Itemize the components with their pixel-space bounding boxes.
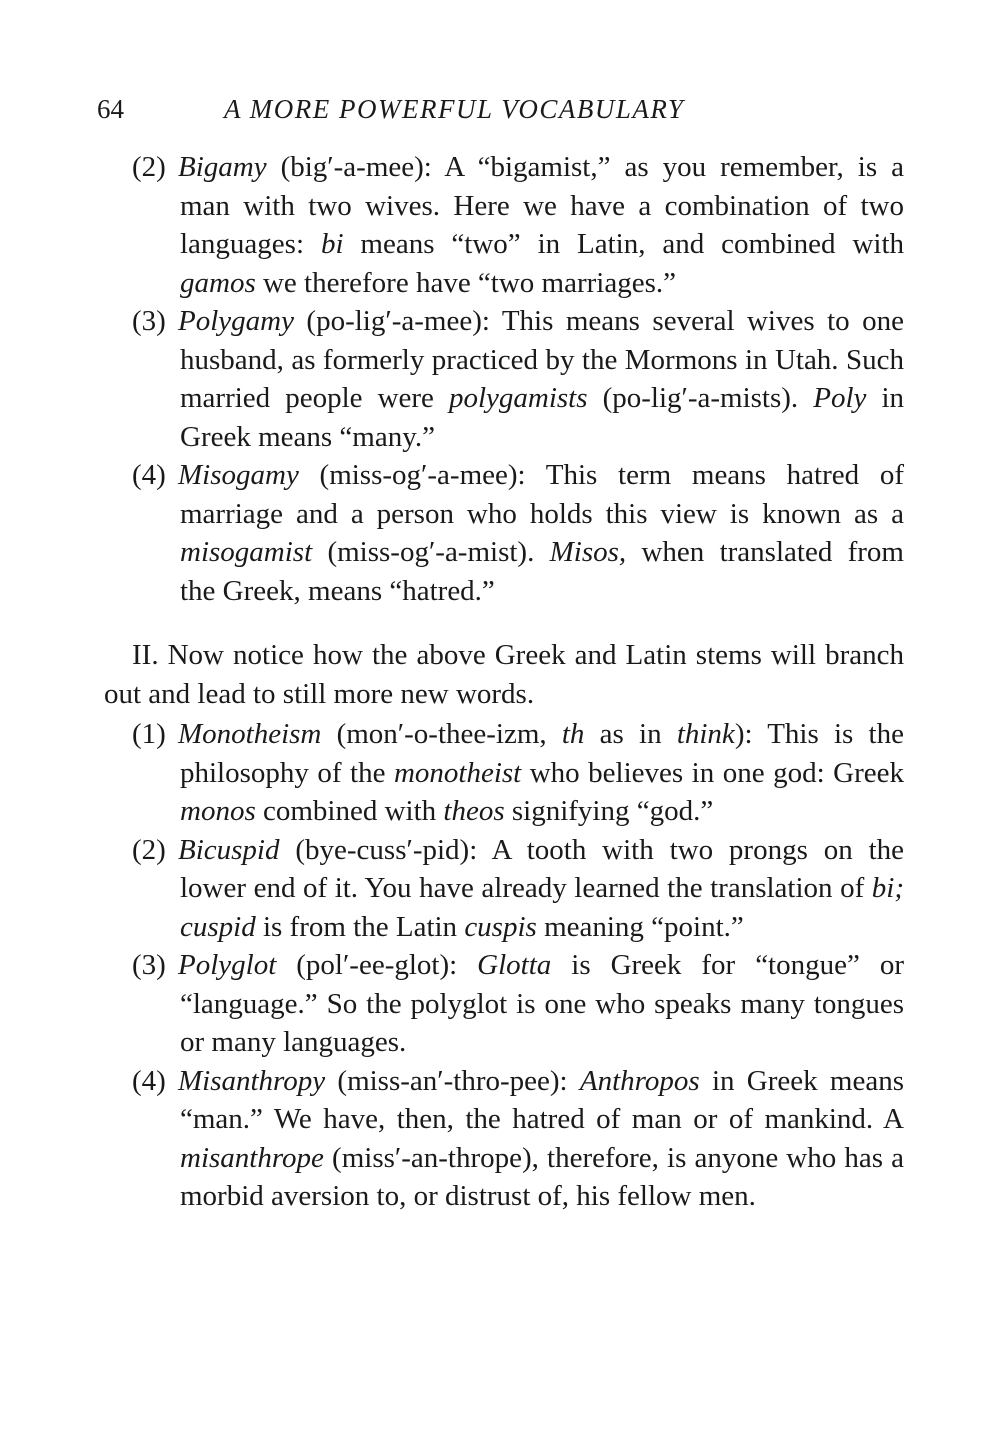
italic-term: Misanthropy [178,1064,326,1097]
italic-term: Bigamy [178,151,267,183]
entry-text: combined with [255,795,444,827]
entry-text: (bye-cuss′-pid): A tooth with two prongs on the lower end of it. You have already learned the translation of [180,833,904,904]
italic-term: Bicuspid [178,833,280,866]
entry-text: signifying “god.” [504,795,714,827]
italic-term: think [676,718,735,750]
vocabulary-entry [104,1062,904,1216]
italic-term: th [561,718,585,750]
page-body [104,148,904,1216]
entry-text: who believes in one god: Greek [521,756,904,789]
entry-text: (miss′-an-thrope), therefore, is anyone who has a morbid aversion to, or distrust of, his fellow men. [180,1141,904,1212]
italic-term: theos [443,795,505,827]
entry-text: ): This is the philosophy of the [180,718,904,789]
running-title: A MORE POWERFUL VOCABULARY [224,94,685,124]
entry-text: in Greek means “man.” We have, then, the hatred of man or of mankind. A [180,1064,904,1135]
italic-term: Polygamy [178,305,294,337]
italic-term: Glotta [477,949,552,981]
vocabulary-entry [104,715,904,831]
entry-list-2 [104,715,904,1216]
italic-term: cuspis [464,910,537,943]
entry-text: we therefore have “two marriages.” [255,266,677,299]
italic-term: monotheist [393,756,522,789]
italic-term: Monotheism [178,718,322,750]
vocabulary-entry [104,831,904,947]
entry-text: meaning “point.” [536,910,744,943]
italic-term: gamos [180,266,256,299]
italic-term: misanthrope [180,1141,324,1174]
vocabulary-entry [104,302,904,456]
italic-term: Misogamy [178,459,299,491]
entry-list-1 [104,148,904,610]
italic-term: bi; cuspid [180,872,904,943]
entry-number: (3) [132,305,166,337]
italic-term: Misos, [549,536,627,568]
entry-text: (mon′-o-thee-izm, [321,718,562,750]
italic-term: polygamists [448,382,588,414]
entry-text: is Greek for “tongue” or “language.” So the polyglot is one who speaks many tongues or many languages. [180,949,904,1058]
entry-number: (2) [132,833,166,866]
vocabulary-entry [104,456,904,610]
entry-text: (po-lig′-a-mee): This means several wives to one husband, as formerly practiced by the Mormons in Utah. Such married people were [180,305,904,414]
entry-text: when translated from the Greek, means “hatred.” [180,536,904,607]
vocabulary-entry [104,946,904,1062]
vocabulary-entry [104,148,904,302]
entry-text: (miss-og′-a-mee): This term means hatred of marriage and a person who holds this view is known as a [180,459,904,530]
entry-number: (4) [132,459,166,491]
italic-term: Poly [813,382,867,414]
entry-number: (4) [132,1064,166,1097]
italic-term: Polyglot [178,949,277,981]
italic-term: misogamist [180,536,313,568]
entry-text: (miss-og′-a-mist). [312,536,550,568]
page-number: 64 [97,94,124,124]
entry-number: (2) [132,151,166,183]
entry-number: (1) [132,718,166,750]
running-head [97,90,817,130]
entry-text: means “two” in Latin, and combined with [343,228,905,260]
entry-text: as in [584,718,677,750]
entry-text: (miss-an′-thro-pee): [325,1064,580,1097]
entry-text: (po-lig′-a-mists). [587,382,814,414]
entry-number: (3) [132,949,166,981]
entry-text: is from the Latin [255,910,465,943]
italic-term: Anthropos [579,1064,700,1097]
section-intro-paragraph: II. Now notice how the above Greek and Latin stems will branch out and lead to still more new words. [104,639,904,710]
italic-term: bi [320,228,344,260]
entry-text: (pol′-ee-glot): [276,949,478,981]
entry-text: in Greek means “many.” [180,382,904,453]
entry-text: (big′-a-mee): A “bigamist,” as you remember, is a man with two wives. Here we have a combination of two languages: [180,151,904,260]
italic-term: monos [180,795,256,827]
